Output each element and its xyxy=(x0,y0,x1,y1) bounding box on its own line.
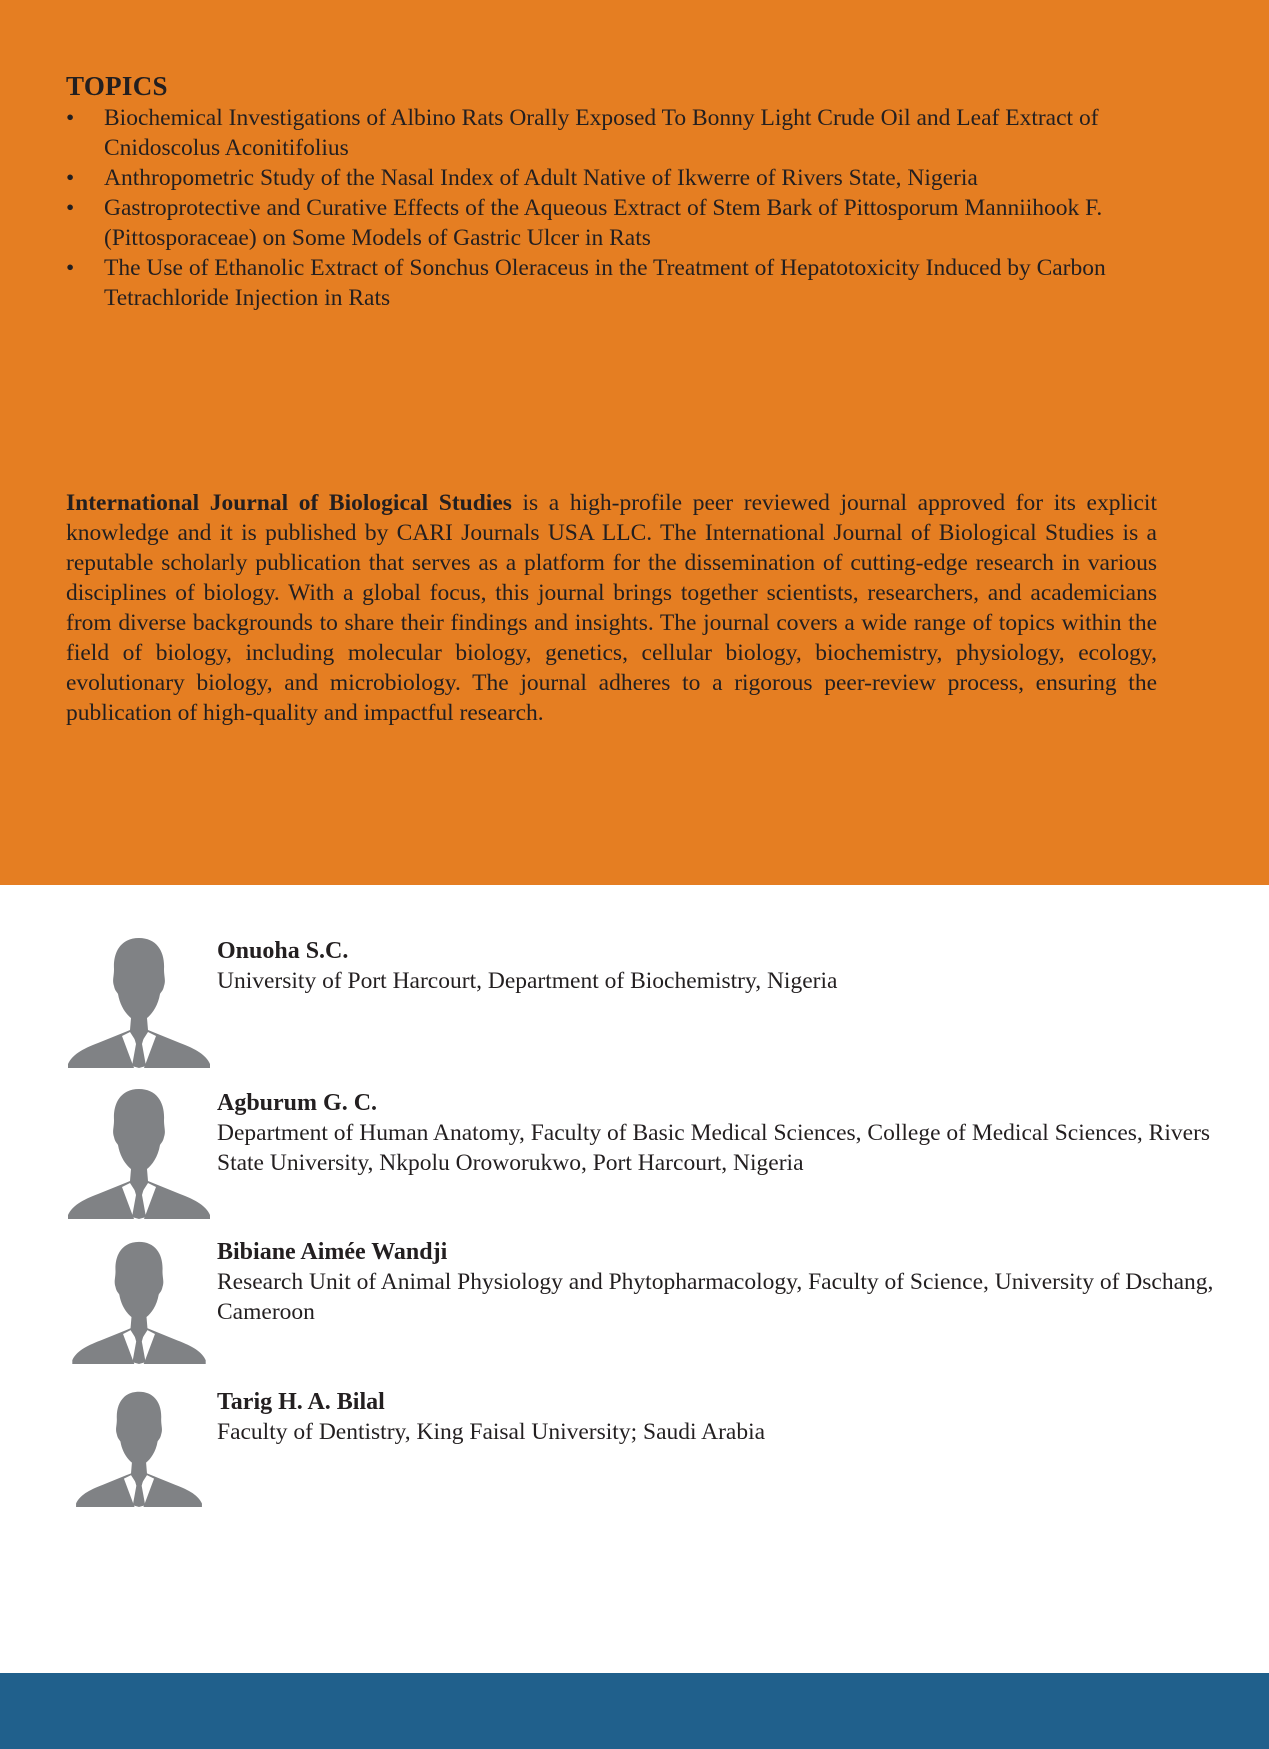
topic-item xyxy=(66,253,1158,313)
topics-list xyxy=(66,103,1158,313)
topic-title: Gastroprotective and Curative Effects of the Aqueous Extract of Stem Bark of Pittosporum Manniihook F. (Pittosporaceae) on Some Models of Gastric Ulcer in Rats xyxy=(104,195,1103,251)
topic-item xyxy=(66,163,1158,193)
author-affiliation: University of Port Harcourt, Department of Biochemistry, Nigeria xyxy=(217,968,838,994)
bullet-icon: • xyxy=(66,195,75,221)
author-name: Tarig H. A. Bilal xyxy=(217,1389,385,1415)
topics-heading: TOPICS xyxy=(66,71,168,101)
bullet-icon: • xyxy=(66,255,75,281)
topic-item xyxy=(66,103,1158,163)
bullet-icon: • xyxy=(66,165,75,191)
bullet-icon: • xyxy=(66,105,75,131)
author-text xyxy=(217,1387,1232,1447)
topic-title: Biochemical Investigations of Albino Rats Orally Exposed To Bonny Light Crude Oil and Leaf Extract of Cnidoscolus Aconitifolius xyxy=(104,105,1099,161)
person-silhouette-icon xyxy=(68,1087,210,1219)
person-silhouette-icon xyxy=(68,1390,210,1507)
footer-bar xyxy=(0,1673,1269,1749)
author-text xyxy=(217,1088,1232,1178)
author-affiliation: Department of Human Anatomy, Faculty of Basic Medical Sciences, College of Medical Sciences, Rivers State University, Nkpolu Oroworukwo, Port Harcourt, Nigeria xyxy=(217,1120,1211,1176)
person-silhouette-icon xyxy=(68,936,210,1068)
author-name: Onuoha S.C. xyxy=(217,938,349,964)
author-name: Bibiane Aimée Wandji xyxy=(217,1239,448,1265)
topic-title: Anthropometric Study of the Nasal Index of Adult Native of Ikwerre of Rivers State, Nigeria xyxy=(104,165,978,191)
topic-title: The Use of Ethanolic Extract of Sonchus Oleraceus in the Treatment of Hepatotoxicity Induced by Carbon Tetrachloride Injection in Rats xyxy=(104,255,1106,311)
author-text xyxy=(217,1237,1232,1327)
journal-name: International Journal of Biological Studies xyxy=(66,490,512,516)
topic-item xyxy=(66,193,1158,253)
person-silhouette-icon xyxy=(68,1240,210,1364)
journal-description xyxy=(66,488,1157,728)
author-name: Agburum G. C. xyxy=(217,1090,378,1116)
author-affiliation: Faculty of Dentistry, King Faisal University; Saudi Arabia xyxy=(217,1419,766,1445)
author-affiliation: Research Unit of Animal Physiology and Phytopharmacology, Faculty of Science, University of Dschang, Cameroon xyxy=(217,1269,1214,1325)
author-text xyxy=(217,936,1232,996)
journal-description-text: is a high-profile peer reviewed journal approved for its explicit knowledge and it is published by CARI Journals USA LLC. The International Journal of Biological Studies is a reputable scholarly publication that serves as a platform for the dissemination of cutting-edge research in various disciplines of biology. With a global focus, this journal brings together scientists, researchers, and academicians from diverse backgrounds to share their findings and insights. The journal covers a wide range of topics within the field of biology, including molecular biology, genetics, cellular biology, biochemistry, physiology, ecology, evolutionary biology, and microbiology. The journal adheres to a rigorous peer-review process, ensuring the publication of high-quality and impactful research. xyxy=(66,490,1157,726)
